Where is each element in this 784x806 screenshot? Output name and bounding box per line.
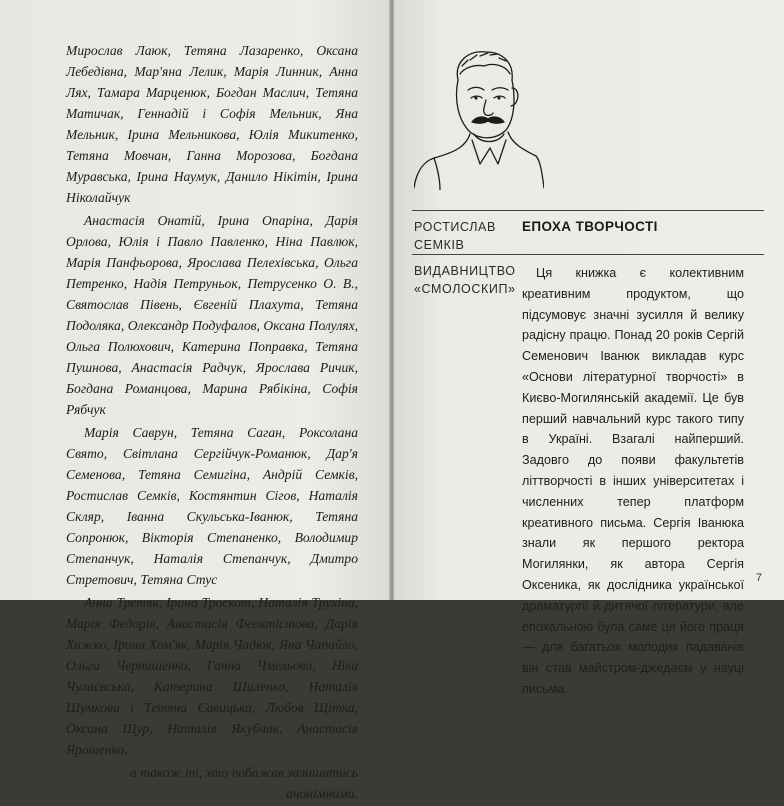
divider-top	[412, 210, 764, 211]
author-portrait-sketch	[414, 40, 544, 190]
chapter-paragraph: Ця книжка є колективним креативним продуктом, що підсумовує значні зусилля й велику радісну працю. Понад 20 років Сергій Семенович Іванюк викладав курс «Основи літературної творчості» в Києво-Могилянській академії. Це був перший навчальний курс такого типу в Україні. Взагалі найперший. Задовго до появи факультетів літтворчості в інших університетах і численних тепер платформ креативного письма. Сергія Іванюка знали як першого ректора Могилянки, як автора Сергія Оксеника, як дослідника української драматургії й дитячої літератури, але епохальною була саме ця його праця — для багатьох молодих падаванів він став майстром-джедаєм у науці письма.	[522, 266, 744, 696]
right-page	[394, 0, 784, 696]
chapter-title: ЕПОХА ТВОРЧОСТІ	[522, 219, 658, 234]
left-page	[0, 0, 390, 801]
acknowledgements-paragraph: Анастасія Онатій, Ірина Опаріна, Дарія Орлова, Юлія і Павло Павленко, Ніна Павлюк, Марія Панфьорова, Ярослава Пелехівська, Ольга Петренко, Надія Петруньок, Петрусенко О. В., Святослав Півень, Євгеній Плахута, Тетяна Подоляка, Олександр Подуфалов, Оксана Полулях, Ольга Полюхович, Катерина Поправка, Тетяна Пушнова, Анастасія Радчук, Ярослава Ричик, Богдана Романцова, Марина Рябікіна, Софія Рябчук	[66, 213, 358, 417]
acknowledgements-closing: а також ті, хто побажав залишитись анонімними.	[129, 765, 358, 801]
acknowledgements-list	[66, 40, 358, 806]
acknowledgements-paragraph: Мирослав Лаюк, Тетяна Лазаренко, Оксана Лебедівна, Мар'яна Лелик, Марія Линник, Анна Лях, Тамара Марценюк, Богдан Маслич, Тетяна Матичак, Геннадій і Софія Мельник, Яна Мельник, Ірина Мельникова, Юлія Микитенко, Тетяна Мовчан, Ганна Морозова, Богдана Муравська, Ірина Наумук, Данило Нікітін, Ірина Ніколайчук	[66, 43, 358, 205]
publisher-name: ВИДАВНИЦТВО «СМОЛОСКИП»	[414, 264, 516, 296]
acknowledgements-paragraph: Марія Саврун, Тетяна Саган, Роксолана Свято, Світлана Сергійчук-Романюк, Дар'я Семенова, Тетяна Семигіна, Андрій Семків, Ростислав Семків, Костянтин Сігов, Наталія Скляр, Іванна Скульська-Іванюк, Тетяна Сопронюк, Вікторія Степаненко, Володимир Степанчук, Наталія Степанчук, Дмитро Стретович, Тетяна Стус	[66, 425, 358, 587]
chapter-body	[522, 263, 744, 700]
page-number: 7	[755, 572, 762, 584]
acknowledgements-paragraph: Анна Третяк, Ірина Троскот, Наталія Трухіна, Марія Федорів, Анастасія Феоктістова, Дарія Хижко, Ірина Хом'як, Марія Чадюк, Яна Чапайло, Ольга Чернишенко, Ганна Чмельова, Ніка Чулаєвська, Катерина Шиленко, Наталія Шумкова і Тетяна Савицька, Любов Щітка, Оксана Щур, Наталія Якубчак, Анастасія Ярошенко,	[66, 595, 358, 757]
divider-middle	[412, 254, 764, 255]
author-name: РОСТИСЛАВ СЕМКІВ	[414, 220, 496, 252]
